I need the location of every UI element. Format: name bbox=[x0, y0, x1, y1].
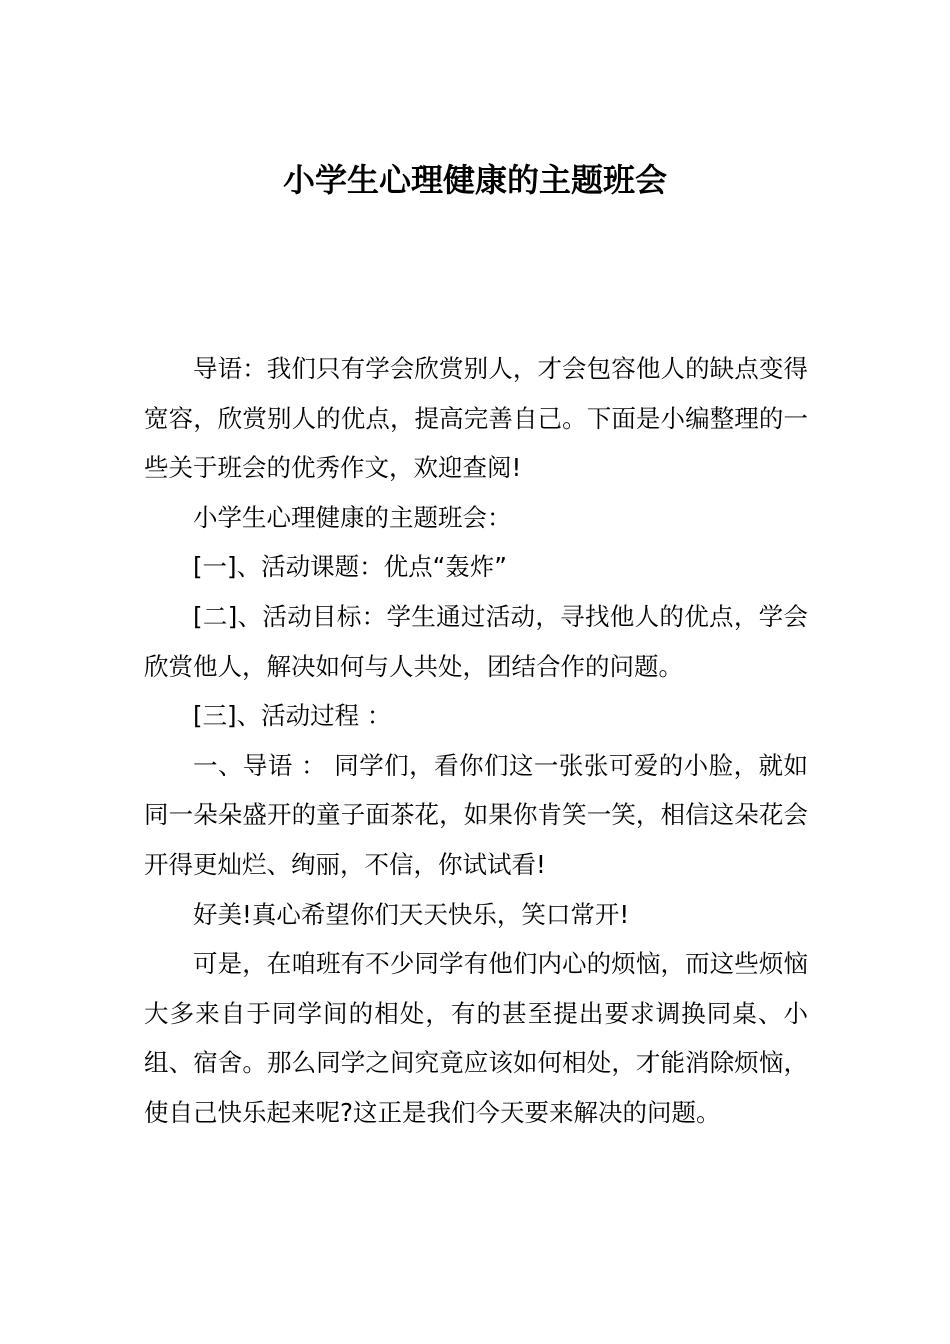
paragraph-intro: 导语：我们只有学会欣赏别人，才会包容他人的缺点变得宽容，欣赏别人的优点，提高完善自己。下面是小编整理的一些关于班会的优秀作文，欢迎查阅! bbox=[144, 354, 808, 483]
paragraph-activity-goal: [二]、活动目标：学生通过活动，寻找他人的优点，学会欣赏他人，解决如何与人共处，团结合作的问题。 bbox=[144, 601, 808, 681]
paragraph-activity-topic: [一]、活动课题：优点“轰炸” bbox=[193, 552, 508, 582]
paragraph-opening-remarks: 一、导语 ： 同学们，看你们这一张张可爱的小脸，就如同一朵朵盛开的童子面茶花，如果你肯笑一笑，相信这朵花会开得更灿烂、绚丽，不信，你试试看! bbox=[144, 750, 808, 879]
paragraph-wish: 好美!真心希望你们天天快乐，笑口常开! bbox=[193, 899, 630, 929]
document-body bbox=[144, 344, 808, 1138]
paragraph-heading: 小学生心理健康的主题班会： bbox=[193, 502, 512, 532]
paragraph-activity-process: [三]、活动过程 ： bbox=[193, 701, 392, 731]
paragraph-problem: 可是，在咱班有不少同学有他们内心的烦恼，而这些烦恼大多来自于同学间的相处，有的甚至提出要求调换同桌、小组、宿舍。那么同学之间究竟应该如何相处，才能消除烦恼，使自己快乐起来呢?这正是我们今天要来解决的问题。 bbox=[144, 949, 808, 1127]
document-title: 小学生心理健康的主题班会 bbox=[282, 161, 667, 199]
